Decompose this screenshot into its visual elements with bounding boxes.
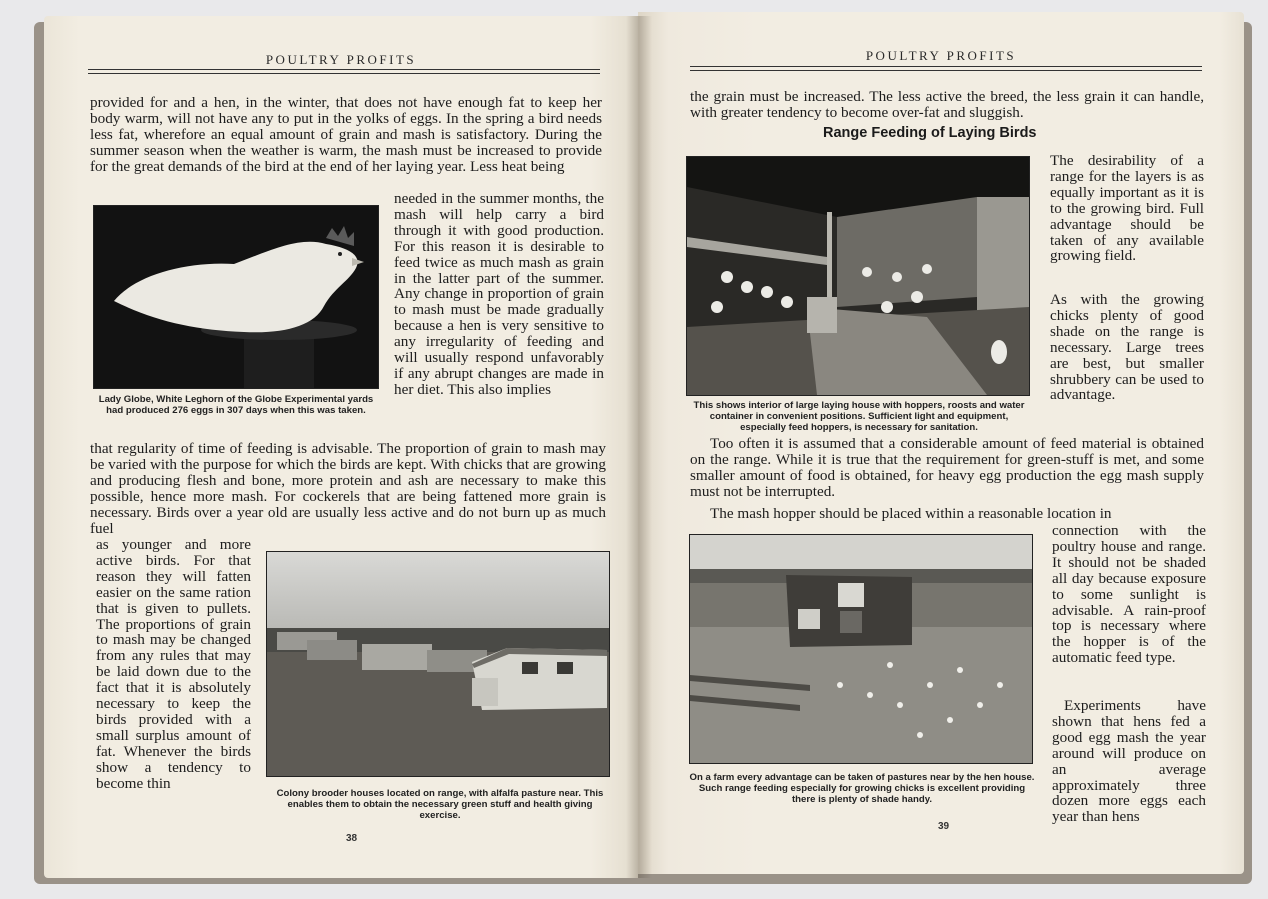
left-paragraph-2-wrap: as younger and more active birds. For that reason they will fatten easier on the same ration that is given to pullets. The proportions of grain to mash may be changed from any rules that may be laid down due to the fact that it is absolutely necessary to keep the birds provided with a small surplus amount of fat. Whenever the birds show a tendency to become thin	[96, 536, 251, 792]
book-gutter	[626, 16, 652, 878]
photo-farm-range-hen-house	[689, 534, 1033, 764]
right-paragraph-hopper-lead: The mash hopper should be placed within a reasonable location in	[710, 505, 1112, 522]
right-side-paragraph-4: Experiments have shown that hens fed a good egg mash the year around will produce on an average approximately three dozen more eggs each year than hens	[1052, 697, 1206, 826]
section-heading-range-feeding: Range Feeding of Laying Birds	[823, 125, 1037, 141]
photo-laying-house-interior	[686, 156, 1030, 396]
photo-white-leghorn-hen	[93, 205, 379, 389]
caption-laying-house-interior: This shows interior of large laying house with hoppers, roosts and water container in convenient positions. Sufficient light and equipment, especially feed hoppers, is necessary for sanitation.	[693, 400, 1025, 433]
running-head-left: POULTRY PROFITS	[265, 52, 417, 67]
caption-farm-range-hen-house: On a farm every advantage can be taken of pastures near by the hen house. Such range feeding especially for growing chicks is excellent providing there is plenty of shade handy.	[689, 772, 1035, 805]
left-page	[44, 16, 638, 878]
caption-colony-brooder-houses: Colony brooder houses located on range, with alfalfa pasture near. This enables them to obtain the necessary green stuff and health giving exercise.	[276, 788, 604, 821]
page-number-right: 39	[938, 821, 950, 832]
right-page	[638, 12, 1244, 874]
right-side-paragraph-2: As with the growing chicks plenty of good shade on the range is necessary. Large trees are best, but smaller shrubbery can be used to advantage.	[1050, 291, 1204, 404]
left-paragraph-1-wrap: needed in the summer months, the mash will help carry a bird through it with good production. For this reason it is desirable to feed twice as much mash as grain in the latter part of the summer. Any change in proportion of grain to mash must be made gradually because a hen is very sensitive to any irregularity of feeding and will usually respond unfavorably if any abrupt changes are made in her diet. This also implies	[394, 190, 604, 398]
left-paragraph-1: provided for and a hen, in the winter, that does not have enough fat to keep her body warm, will not have any to put in the yolks of eggs. In the spring a bird needs less fat, wherefore an equal amount of grain and mash is satisfactory. During the summer season when the weather is warm, the mash must be increased to provide for the great demands of the bird at the end of her laying year. Less heat being	[90, 94, 602, 175]
right-intro-paragraph: the grain must be increased. The less active the breed, the less grain it can handle, with greater tendency to become over-fat and sluggish.	[690, 88, 1204, 121]
right-paragraph-too-often: Too often it is assumed that a considerable amount of feed material is obtained on the range. While it is true that the requirement for green-stuff is met, and some smaller amount of food is obtained, for heavy egg production the egg mash supply must not be interrupted.	[690, 435, 1204, 500]
header-rule-right	[690, 66, 1202, 71]
header-rule-left	[88, 69, 600, 74]
page-number-left: 38	[346, 833, 358, 844]
right-side-paragraph-1: The desirability of a range for the layers is as equally important as it is to the growing bird. Full advantage should be taken of any available growing field.	[1050, 152, 1204, 265]
running-head-right: POULTRY PROFITS	[865, 48, 1017, 63]
right-side-paragraph-3: connection with the poultry house and range. It should not be shaded all day because exposure to some sunlight is advisable. A rain-proof top is necessary where the hopper is of the automatic feed type.	[1052, 522, 1206, 667]
caption-white-leghorn-hen: Lady Globe, White Leghorn of the Globe Experimental yards had produced 276 eggs in 307 days when this was taken.	[98, 394, 374, 416]
photo-colony-brooder-houses	[266, 551, 610, 777]
left-paragraph-2: that regularity of time of feeding is advisable. The proportion of grain to mash may be varied with the purpose for which the birds are kept. With chicks that are growing and producing flesh and bone, more protein and ash are necessary to make this possible, hence more mash. For cockerels that are being fattened more grain is necessary. Birds over a year old are usually less active and do not burn up as much fuel	[90, 440, 606, 537]
